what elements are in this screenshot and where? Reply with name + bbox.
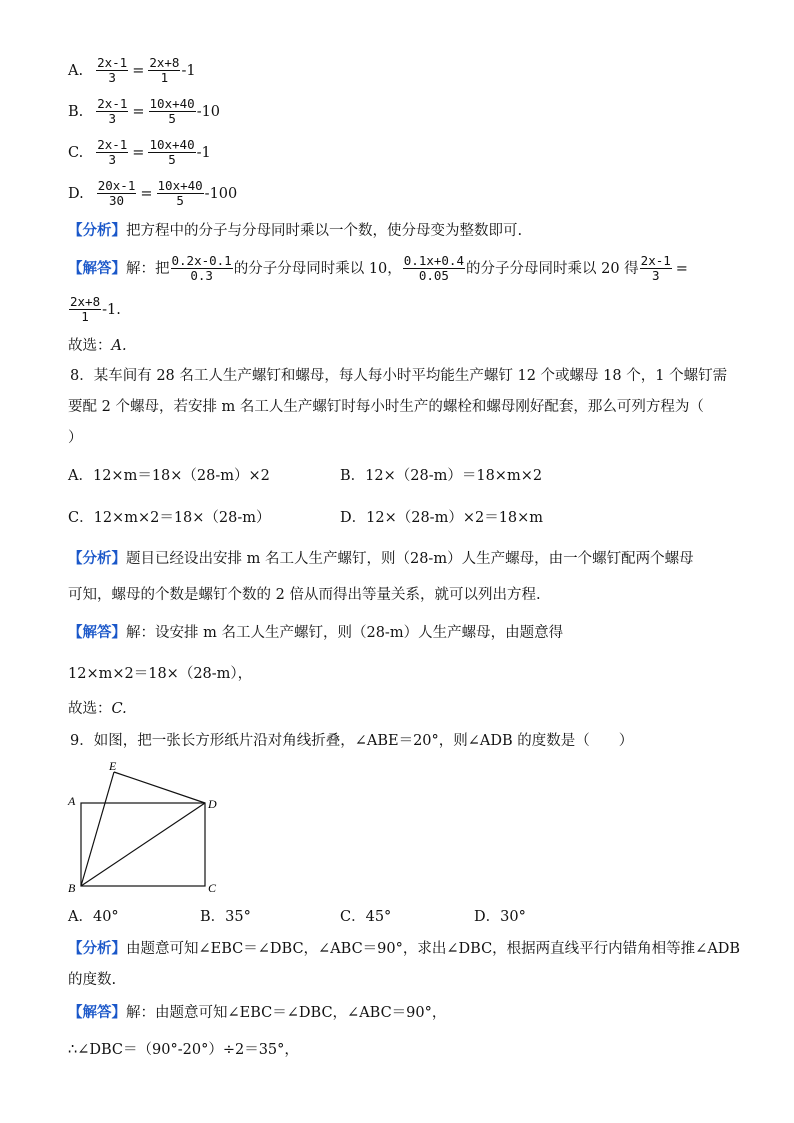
fraction: $\frac{2x+8}{1}$ <box>149 55 180 85</box>
label-a: A <box>68 794 76 808</box>
q7-choice: 故选：A. <box>68 338 127 354</box>
q8-answer-line1: 【解答】解：设安排 m 名工人生产螺钉，则（28-m）人生产螺母，由题意得 <box>68 624 564 641</box>
label-c: C <box>208 881 217 895</box>
q9-option-a: A．40° <box>68 909 119 925</box>
q9-stem: 9．如图，把一张长方形纸片沿对角线折叠，∠ABE＝20°，则∠ADB 的度数是（ ） <box>70 733 634 749</box>
q8-option-a: A．12×m＝18×（28-m）×2 <box>68 468 270 484</box>
q7-option-b: B. $\frac{2x-1}{3}$ = $\frac{10x+40}{5}$ -10 <box>68 96 221 126</box>
fraction: $\frac{2x+8}{1}$ <box>70 294 101 324</box>
q7-answer-cont: $\frac{2x+8}{1}$ -1. <box>70 294 121 324</box>
fraction: $\frac{2x-1}{3}$ <box>97 96 128 126</box>
q9-option-c: C．45° <box>340 909 392 925</box>
fold-line-ed <box>114 772 205 803</box>
label-d: D <box>208 797 217 811</box>
fraction: $\frac{0.2x-0.1}{0.3}$ <box>171 253 232 283</box>
q8-choice: 故选：C. <box>68 701 127 717</box>
q8-stem-line2: 要配 2 个螺母，若安排 m 名工人生产螺钉时每小时生产的螺栓和螺母刚好配套，那么可列方程为（ <box>68 399 704 415</box>
q7-option-c: C. $\frac{2x-1}{3}$ = $\frac{10x+40}{5}$ -1 <box>68 137 211 167</box>
fold-line-be <box>81 772 114 886</box>
fraction: $\frac{20x-1}{30}$ <box>97 178 136 208</box>
q8-option-b: B．12×（28-m）＝18×m×2 <box>340 468 543 484</box>
label-b: B <box>68 881 76 895</box>
q8-answer-line2: 12×m×2＝18×（28-m）， <box>68 666 253 682</box>
q8-option-c: C．12×m×2＝18×（28-m） <box>68 510 271 526</box>
q7-answer: 【解答】 解：把 $\frac{0.2x-0.1}{0.3}$ 的分子分母同时乘以 10， $\frac{0.1x+0.4}{0.05}$ 的分子分母同时乘以 20 得 $\frac{2x-1}{3}$ = <box>68 253 688 283</box>
q9-option-b: B．35° <box>200 909 251 925</box>
fraction: $\frac{0.1x+0.4}{0.05}$ <box>403 253 464 283</box>
fraction: $\frac{10x+40}{5}$ <box>149 137 195 167</box>
q9-answer-line2: ∴∠DBC＝（90°-20°）÷2＝35°， <box>68 1042 299 1058</box>
q8-stem-line3: ） <box>68 430 83 446</box>
q8-analysis-line1: 【分析】题目已经设出安排 m 名工人生产螺钉，则（28-m）人生产螺母，由一个螺钉配两个螺母 <box>68 550 694 567</box>
q9-option-d: D．30° <box>474 909 526 925</box>
q7-option-d: D. $\frac{20x-1}{30}$ = $\frac{10x+40}{5}$ -100 <box>68 178 238 208</box>
fraction: $\frac{10x+40}{5}$ <box>157 178 203 208</box>
diagonal-bd <box>81 803 205 886</box>
q7-analysis: 【分析】把方程中的分子与分母同时乘以一个数，使分母变为整数即可. <box>68 222 523 239</box>
q7-option-a: A. $\frac{2x-1}{3}$ = $\frac{2x+8}{1}$ -1 <box>68 55 196 85</box>
q9-answer-line1: 【解答】解：由题意可知∠EBC＝∠DBC，∠ABC＝90°， <box>68 1004 447 1021</box>
q9-analysis-line2: 的度数. <box>68 972 117 988</box>
q8-option-d: D．12×（28-m）×2＝18×m <box>340 510 544 526</box>
fraction: $\frac{2x-1}{3}$ <box>97 137 128 167</box>
label-e: E <box>109 759 117 773</box>
q9-analysis-line1: 【分析】由题意可知∠EBC＝∠DBC，∠ABC＝90°，求出∠DBC，根据两直线平行内错角相等推∠ADB <box>68 940 741 957</box>
fraction: $\frac{10x+40}{5}$ <box>149 96 195 126</box>
q9-figure <box>64 758 229 898</box>
fraction: $\frac{2x-1}{3}$ <box>97 55 128 85</box>
fraction: $\frac{2x-1}{3}$ <box>640 253 671 283</box>
q8-analysis-line2: 可知，螺母的个数是螺钉个数的 2 倍从而得出等量关系，就可以列出方程. <box>68 587 541 603</box>
q8-stem-line1: 8．某车间有 28 名工人生产螺钉和螺母，每人每小时平均能生产螺钉 12 个或螺母 18 个，1 个螺钉需 <box>70 368 728 384</box>
